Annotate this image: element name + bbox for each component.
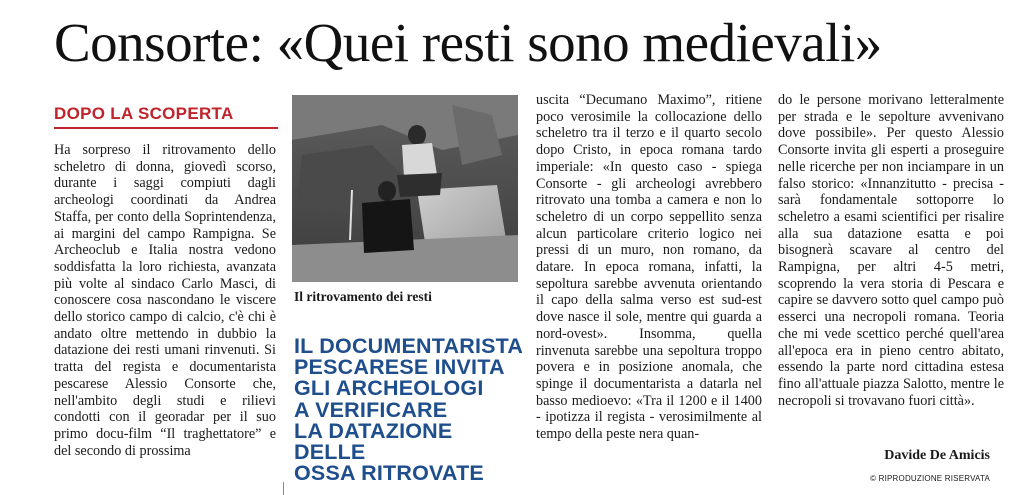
pull-quote-line: GLI ARCHEOLOGI <box>294 376 484 401</box>
excavation-photo <box>292 95 518 282</box>
column-1-text: Ha sorpreso il ritrovamento dello scheletro di donna, giovedì scorso, durante i saggi compiuti dagli archeologi coordinati da Andrea Staffa, per conto della Soprintendenza, ai margini del campo Rampigna. Se Archeoclub e Italia nostra vedono soddisfatta la loro richiesta, avanzata più volte al sindaco Carlo Masci, di conoscere cosa nascondano le viscere dello storico campo di calcio, c'è chi è andato oltre mettendo in dubbio la datazione dei resti umani rinvenuti. Si tratta del regista e documentarista pescarese Alessio Consorte che, nell'ambito degli studi e rilievi condotti con il georadar per il suo primo docu-film “Il traghettatore” e del secondo di prossima <box>54 142 276 459</box>
column-divider <box>283 482 284 495</box>
excavation-photo-image <box>292 95 518 282</box>
pull-quote-line: OSSA RITROVATE <box>294 461 484 486</box>
pull-quote-line: A VERIFICARE <box>294 397 448 422</box>
article-column-4 <box>778 92 1004 409</box>
article-column-3 <box>536 92 762 443</box>
headline: Consorte: «Quei resti sono medievali» <box>54 12 882 73</box>
column-4-text: do le persone morivano letteralmente per strada e le sepolture avvenivano dove possibile». Per questo Alessio Consorte invita gli esperti a proseguire nelle ricerche per non inciampare in un falso storico: «Innanzitutto - precisa - sarà fondamentale sottoporre lo scheletro a esami scientifici per risalire alla sua datazione esatta e poi bisognerà scavare al centro del Rampigna, per altri 4-5 metri, scoprendo la vera storia di Pescara e capire se davvero sotto quel campo può esserci una necropoli romana. Teoria che mi vede scettico perché quell'area all'epoca era in pieno centro abitato, essendo la parte nord cittadina estesa fino all'attuale piazza Salotto, mentre le necropoli si trovavano fuori città». <box>778 92 1004 409</box>
pull-quote-line: IL DOCUMENTARISTA <box>294 334 524 358</box>
author-signature: Davide De Amicis <box>884 448 990 463</box>
copyright-notice: © RIPRODUZIONE RISERVATA <box>870 474 990 483</box>
pull-quote-line: LA DATAZIONE DELLE <box>294 418 453 465</box>
photo-caption: Il ritrovamento dei resti <box>294 289 432 304</box>
column-3-text: uscita “Decumano Maximo”, ritiene poco verosimile la collocazione dello scheletro tra il terzo e il quarto secolo dopo Cristo, in epoca romana tardo imperiale: «In questo caso - spiega Consorte - gli archeologi avrebbero ritrovato una tomba a camera e non lo scheletro di un corpo seppellito senza alcun particolare criterio logico nei pressi di un muro, non romano, da datare. In epoca romana, infatti, la sepoltura sarebbe avvenuta orientando il capo della salma verso est sud-est dove nasce il sole, mentre qui guarda a nord-ovest». Insomma, quella rinvenuta sarebbe una sepoltura troppo povera e in posizione anomala, che spinge il documentarista a datarla nel basso medioevo: «Tra il 1200 e il 1400 - ipotizza il regista - verosimilmente al tempo della peste nera quan- <box>536 92 762 443</box>
section-kicker: DOPO LA SCOPERTA <box>54 104 234 123</box>
pull-quote <box>294 336 524 484</box>
article-column-1 <box>54 142 276 459</box>
kicker-underline <box>54 127 278 129</box>
pull-quote-line: PESCARESE INVITA <box>294 355 505 380</box>
